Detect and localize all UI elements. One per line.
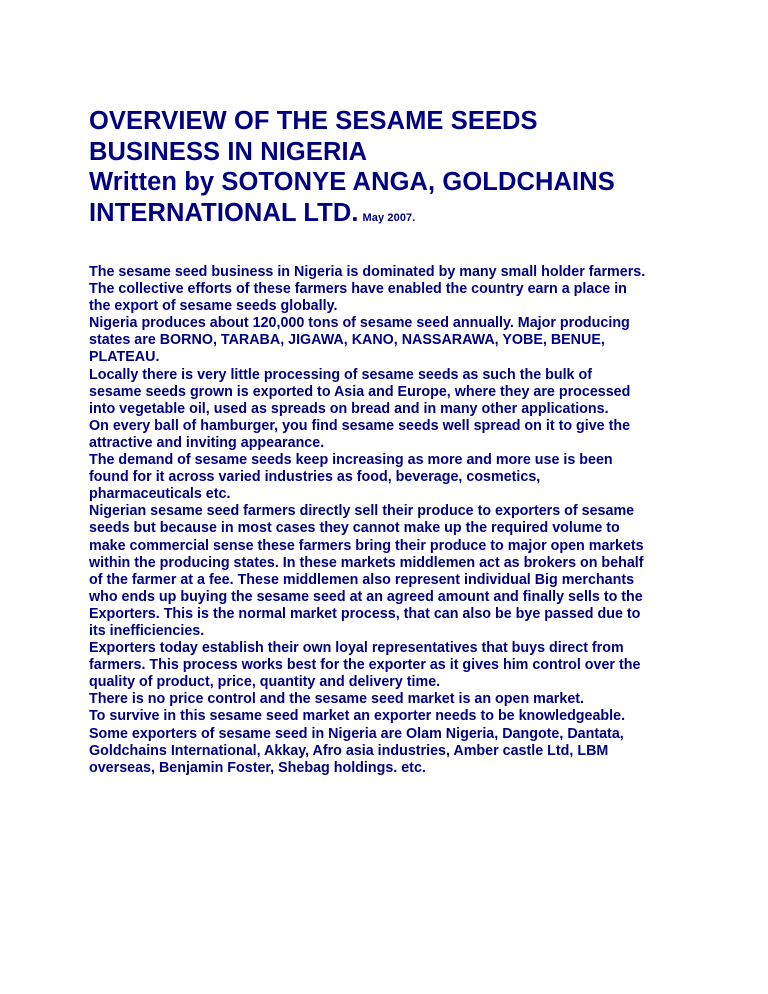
body-line: Nigeria produces about 120,000 tons of sesame seed annually. Major producing bbox=[89, 315, 630, 332]
document-body bbox=[89, 264, 709, 777]
company-name: INTERNATIONAL LTD. bbox=[89, 198, 359, 227]
body-line: Some exporters of sesame seed in Nigeria are Olam Nigeria, Dangote, Dantata, bbox=[89, 725, 624, 742]
body-line: pharmaceuticals etc. bbox=[89, 486, 231, 503]
body-line: Locally there is very little processing of sesame seeds as such the bulk of bbox=[89, 366, 592, 383]
body-line: found for it across varied industries as food, beverage, cosmetics, bbox=[89, 469, 541, 486]
title-line: OVERVIEW OF THE SESAME SEEDS bbox=[89, 107, 538, 135]
document-title bbox=[89, 106, 709, 233]
body-line: The demand of sesame seeds keep increasing as more and more use is been bbox=[89, 452, 613, 469]
body-line: Nigerian sesame seed farmers directly sell their produce to exporters of sesame bbox=[89, 503, 635, 520]
body-line: Exporters. This is the normal market process, that can also be bye passed due to bbox=[89, 605, 641, 622]
body-line: Goldchains International, Akkay, Afro asia industries, Amber castle Ltd, LBM bbox=[89, 742, 609, 759]
body-line: quality of product, price, quantity and delivery time. bbox=[89, 674, 441, 691]
body-line: of the farmer at a fee. These middlemen also represent individual Big merchants bbox=[89, 571, 635, 588]
body-line: The collective efforts of these farmers have enabled the country earn a place in bbox=[89, 281, 627, 298]
author-line bbox=[89, 198, 709, 234]
body-line: PLATEAU. bbox=[89, 349, 160, 366]
body-line: the export of sesame seeds globally. bbox=[89, 298, 338, 315]
body-line: attractive and inviting appearance. bbox=[89, 434, 325, 451]
body-line: seeds but because in most cases they cannot make up the required volume to bbox=[89, 520, 620, 537]
body-line: states are BORNO, TARABA, JIGAWA, KANO, NASSARAWA, YOBE, BENUE, bbox=[89, 332, 605, 349]
body-line: its inefficiencies. bbox=[89, 622, 205, 639]
body-line: Exporters today establish their own loyal representatives that buys direct from bbox=[89, 640, 624, 657]
body-line: sesame seeds grown is exported to Asia and Europe, where they are processed bbox=[89, 383, 631, 400]
body-line: make commercial sense these farmers bring their produce to major open markets bbox=[89, 537, 644, 554]
body-line: To survive in this sesame seed market an exporter needs to be knowledgeable. bbox=[89, 708, 626, 725]
body-line: The sesame seed business in Nigeria is dominated by many small holder farmers. bbox=[89, 264, 646, 280]
body-line: On every ball of hamburger, you find sesame seeds well spread on it to give the bbox=[89, 417, 631, 434]
body-line: overseas, Benjamin Foster, Shebag holdings. etc. bbox=[89, 759, 426, 776]
body-line: who ends up buying the sesame seed at an agreed amount and finally sells to the bbox=[89, 588, 643, 605]
body-line: farmers. This process works best for the exporter as it gives him control over the bbox=[89, 657, 641, 674]
body-line: into vegetable oil, used as spreads on bread and in many other applications. bbox=[89, 400, 609, 417]
publication-date: May 2007. bbox=[362, 211, 416, 224]
body-line: within the producing states. In these markets middlemen act as brokers on behalf bbox=[89, 554, 644, 571]
title-line: BUSINESS IN NIGERIA bbox=[89, 137, 368, 166]
body-line: There is no price control and the sesame seed market is an open market. bbox=[89, 691, 585, 708]
author-line: Written by SOTONYE ANGA, GOLDCHAINS bbox=[89, 168, 615, 196]
